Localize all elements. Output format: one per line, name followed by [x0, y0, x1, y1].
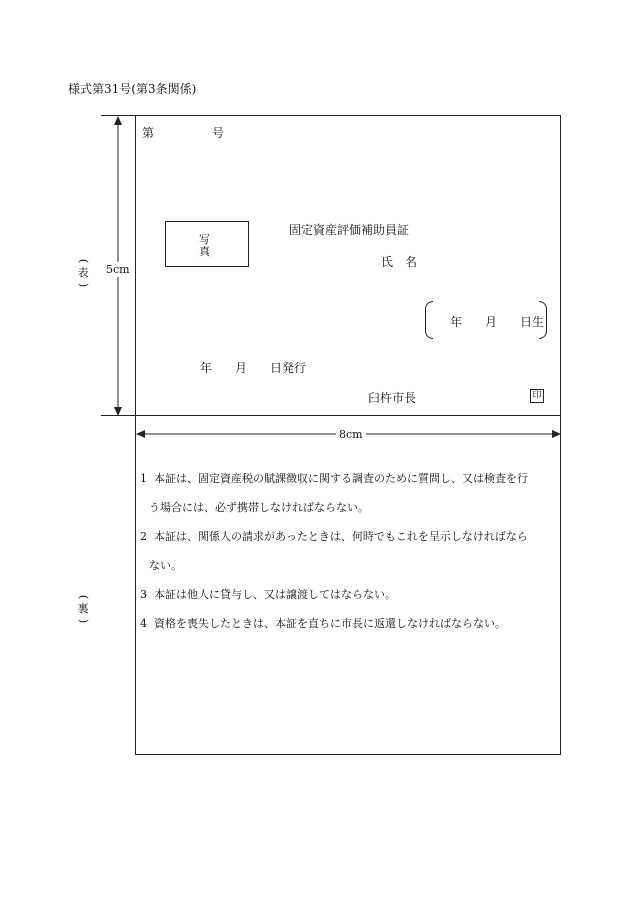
note-text: 本証は、固定資産税の賦課徴収に関する調査のために質問し、又は検査を行 [154, 472, 528, 485]
number-prefix: 第 [142, 126, 155, 140]
height-dimension-label: 5cm [106, 263, 130, 276]
note-item [140, 580, 560, 609]
front-side-char: 表 [77, 266, 89, 279]
note-number: 4 [140, 617, 147, 630]
close-paren: ) [77, 618, 90, 624]
width-dimension-label: 8cm [336, 428, 366, 441]
note-text: 本証は、関係人の請求があったときは、何時でもこれを呈示しなければなら [154, 530, 528, 543]
note-text: 本証は他人に貸与し、又は譲渡してはならない。 [154, 588, 396, 601]
issue-month: 月 [235, 361, 248, 375]
open-paren: ( [77, 258, 90, 264]
close-paren: ) [77, 282, 90, 288]
number-suffix: 号 [212, 126, 225, 140]
note-number: 1 [140, 472, 147, 485]
issue-day: 日発行 [270, 361, 307, 375]
note-text-continued: う場合には、必ず携帯しなければならない。 [149, 501, 369, 514]
issuer: 臼杵市長 [368, 391, 417, 405]
note-item [140, 609, 560, 638]
name-label: 氏 名 [381, 255, 418, 269]
issue-year: 年 [200, 361, 213, 375]
note-text: 資格を喪失したときは、本証を直ちに市長に返還しなければならない。 [154, 617, 506, 630]
notes-list [140, 464, 560, 638]
back-side-label [77, 591, 89, 627]
photo-label-1: 写 [199, 233, 210, 246]
birth-month: 月 [485, 315, 498, 329]
note-number: 2 [140, 530, 147, 543]
seal-mark: 印 [530, 389, 544, 403]
birth-year: 年 [450, 315, 463, 329]
note-number: 3 [140, 588, 147, 601]
photo-label-2: 真 [199, 245, 210, 258]
birth-bracket-left [425, 301, 433, 339]
back-side-char: 裏 [77, 602, 89, 615]
note-text-continued: ない。 [149, 559, 182, 572]
form-title: 様式第31号(第3条関係) [68, 82, 197, 96]
open-paren: ( [77, 594, 90, 600]
note-item [140, 464, 560, 522]
card-title: 固定資産評価補助員証 [289, 223, 410, 237]
front-side-label [77, 255, 89, 291]
birth-day: 日生 [520, 315, 545, 329]
note-item [140, 522, 560, 580]
